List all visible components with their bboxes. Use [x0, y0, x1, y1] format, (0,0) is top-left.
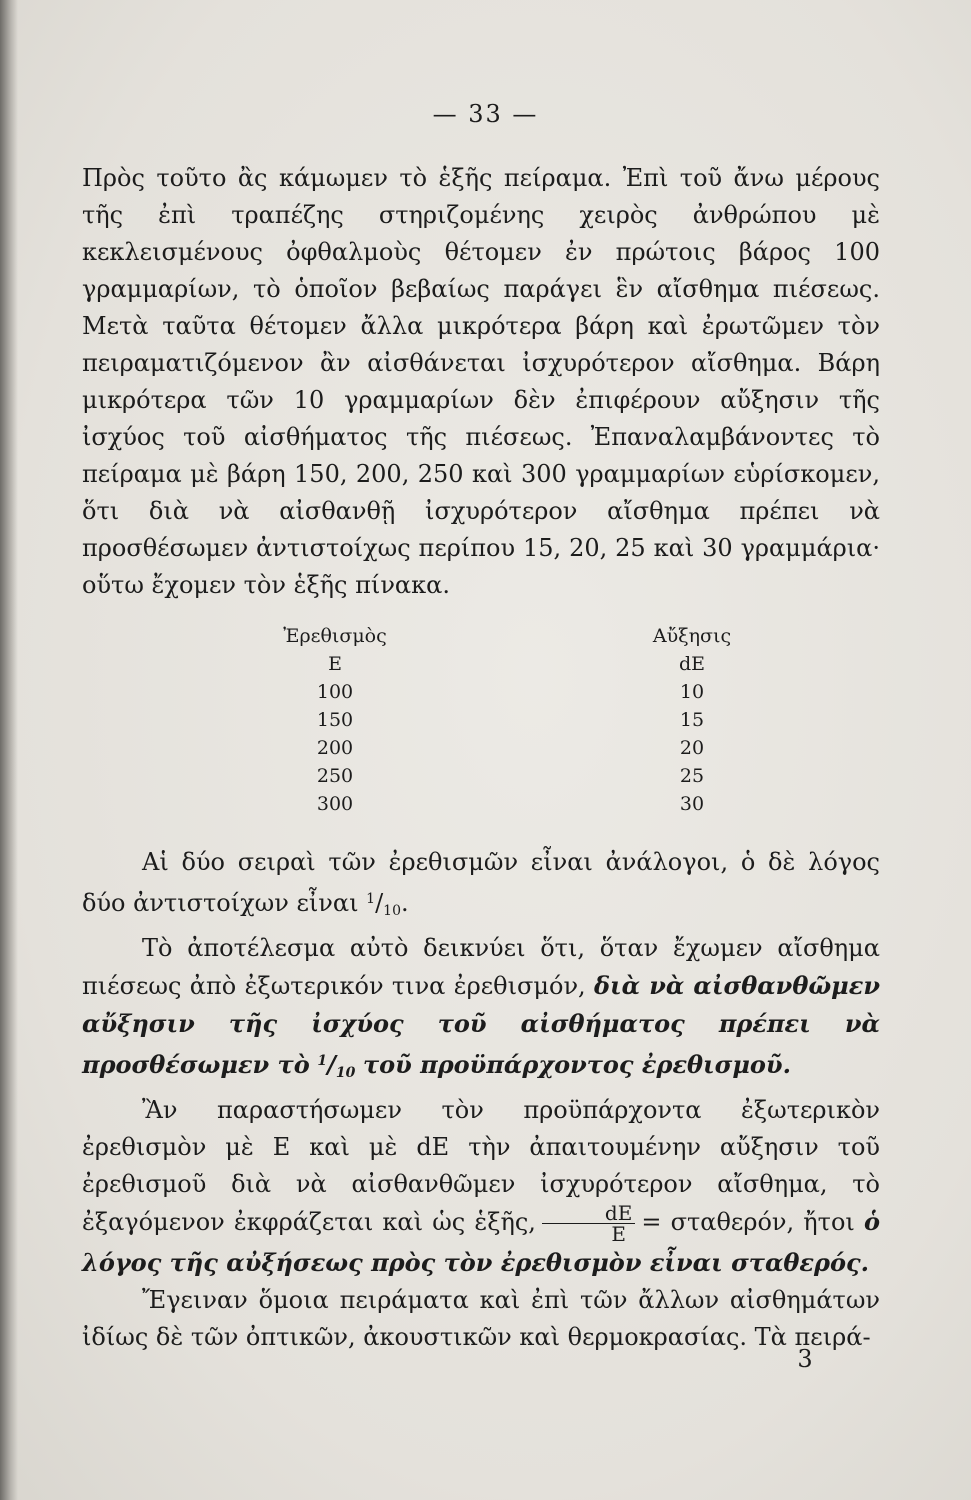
formula-conclusion: ὁ λόγος τῆς αὐξήσεως πρὸς τὸν ἐρεθισμὸν εἶναι σταθερός. — [82, 1207, 880, 1277]
increase-value: 15 — [679, 709, 705, 731]
ratio-text: Αἱ δύο σειραὶ τῶν ἐρεθισμῶν εἶναι ἀνάλογοι, ὁ δὲ λόγος δύο ἀντιστοίχων εἶναι — [82, 848, 880, 917]
stimulus-column — [260, 622, 410, 818]
increase-header: Αὔξησις — [652, 625, 732, 647]
increase-value: 10 — [679, 681, 705, 703]
increase-value: 30 — [679, 793, 705, 815]
paragraph-ratio: Αἱ δύο σειραὶ τῶν ἐρεθισμῶν εἶναι ἀνάλογοι, ὁ δὲ λόγος δύο ἀντιστοίχων εἶναι $^1/_{10}$. — [82, 848, 880, 919]
result-fraction-numerator: 1 — [317, 1053, 328, 1069]
result-text: Τὸ ἀποτέλεσμα αὐτὸ δεικνύει ὅτι, ὅταν ἔχωμεν αἴσθημα πιέσεως ἀπὸ ἐξωτερικόν τινα ἐρεθισμόν, — [82, 934, 880, 1000]
paragraph-experiment: Πρὸς τοῦτο ἂς κάμωμεν τὸ ἑξῆς πείραμα. Ἐπὶ τοῦ ἄνω μέρους τῆς ἐπὶ τραπέζης στηριζομένης χειρὸς ἀνθρώπου μὲ κεκλεισμένους ὀφθαλμοὺς θέτομεν ἐν πρώτοις βάρος 100 γραμμαρίων, τὸ ὁποῖον βεβαίως παράγει ἓν αἴσθημα πιέσεως. Μετὰ ταῦτα θέτομεν ἄλλα μικρότερα βάρη καὶ ἐρωτῶμεν τὸν πειραματιζόμενον ἂν αἰσθάνεται ἰσχυρότερον αἴσθημα. Βάρη μικρότερα τῶν 10 γραμμαρίων δὲν ἐπιφέρουν αὔξησιν τῆς ἰσχύος τοῦ αἰσθήματος τῆς πιέσεως. Ἐπαναλαμβάνοντες τὸ πείραμα μὲ βάρη 150, 200, 250 καὶ 300 γραμμαρίων εὑρίσκομεν, ὅτι διὰ νὰ αἰσθανθῇ ἰσχυρότερον αἴσθημα πρέπει νὰ προσθέσωμεν ἀντιστοίχως περίπου 15, 20, 25 καὶ 30 γραμμάρια· οὕτω ἔχομεν τὸν ἑξῆς πίνακα. — [82, 164, 880, 599]
formula-text: Ἂν παραστήσωμεν τὸν προϋπάρχοντα ἐξωτερικὸν ἐρεθισμὸν μὲ E καὶ μὲ dE τὴν ἀπαιτουμένην αὔξησιν τοῦ ἐρεθισμοῦ διὰ νὰ αἰσθανθῶμεν ἰσχυρότερον αἴσθημα, τὸ ἐξαγόμενον ἐκφράζεται καὶ ὡς ἑξῆς, — [82, 1096, 880, 1236]
stimulus-value: 300 — [316, 793, 354, 815]
ratio-fraction-numerator: 1 — [366, 891, 376, 907]
formula-equals-text: = σταθερόν, ἤτοι — [641, 1208, 855, 1236]
stimulus-value: 250 — [316, 765, 354, 787]
increase-value: 25 — [679, 765, 705, 787]
result-fraction-denominator: 10 — [335, 1065, 356, 1081]
increase-column — [612, 622, 772, 818]
stimulus-header: Ἐρεθισμὸς — [283, 625, 387, 647]
formula-numerator: dE — [542, 1203, 635, 1224]
increase-value: 20 — [679, 737, 705, 759]
page-number: — 33 — — [432, 100, 539, 128]
paragraph-result — [82, 930, 880, 1092]
result-emphasis-end: τοῦ προϋπάρχοντος ἐρεθισμοῦ. — [362, 1050, 791, 1079]
page-body — [82, 160, 880, 1356]
signature-mark: 3 — [797, 1345, 813, 1373]
stimulus-value: 150 — [316, 709, 354, 731]
increase-unit: dE — [678, 653, 706, 675]
stimulus-table — [82, 622, 880, 832]
ratio-fraction-denominator: 10 — [383, 903, 401, 919]
stimulus-value: 100 — [316, 681, 354, 703]
paragraph-other-senses: Ἔγειναν ὅμοια πειράματα καὶ ἐπὶ τῶν ἄλλων αἰσθημάτων ἰδίως δὲ τῶν ὀπτικῶν, ἀκουστικῶν καὶ θερμοκρασίας. Τὰ πειρά- — [82, 1286, 880, 1351]
stimulus-unit: E — [328, 653, 342, 675]
stimulus-value: 200 — [316, 737, 354, 759]
result-emphasis: διὰ νὰ αἰσθανθῶμεν αὔξησιν τῆς ἰσχύος τοῦ αἰσθήματος πρέπει νὰ προσθέσωμεν τὸ — [82, 971, 880, 1079]
result-fraction: $^1/_{10}$ — [317, 1050, 356, 1081]
formula-denominator: E — [611, 1222, 626, 1246]
paragraph-formula — [82, 1092, 880, 1282]
formula-fraction — [542, 1203, 635, 1244]
